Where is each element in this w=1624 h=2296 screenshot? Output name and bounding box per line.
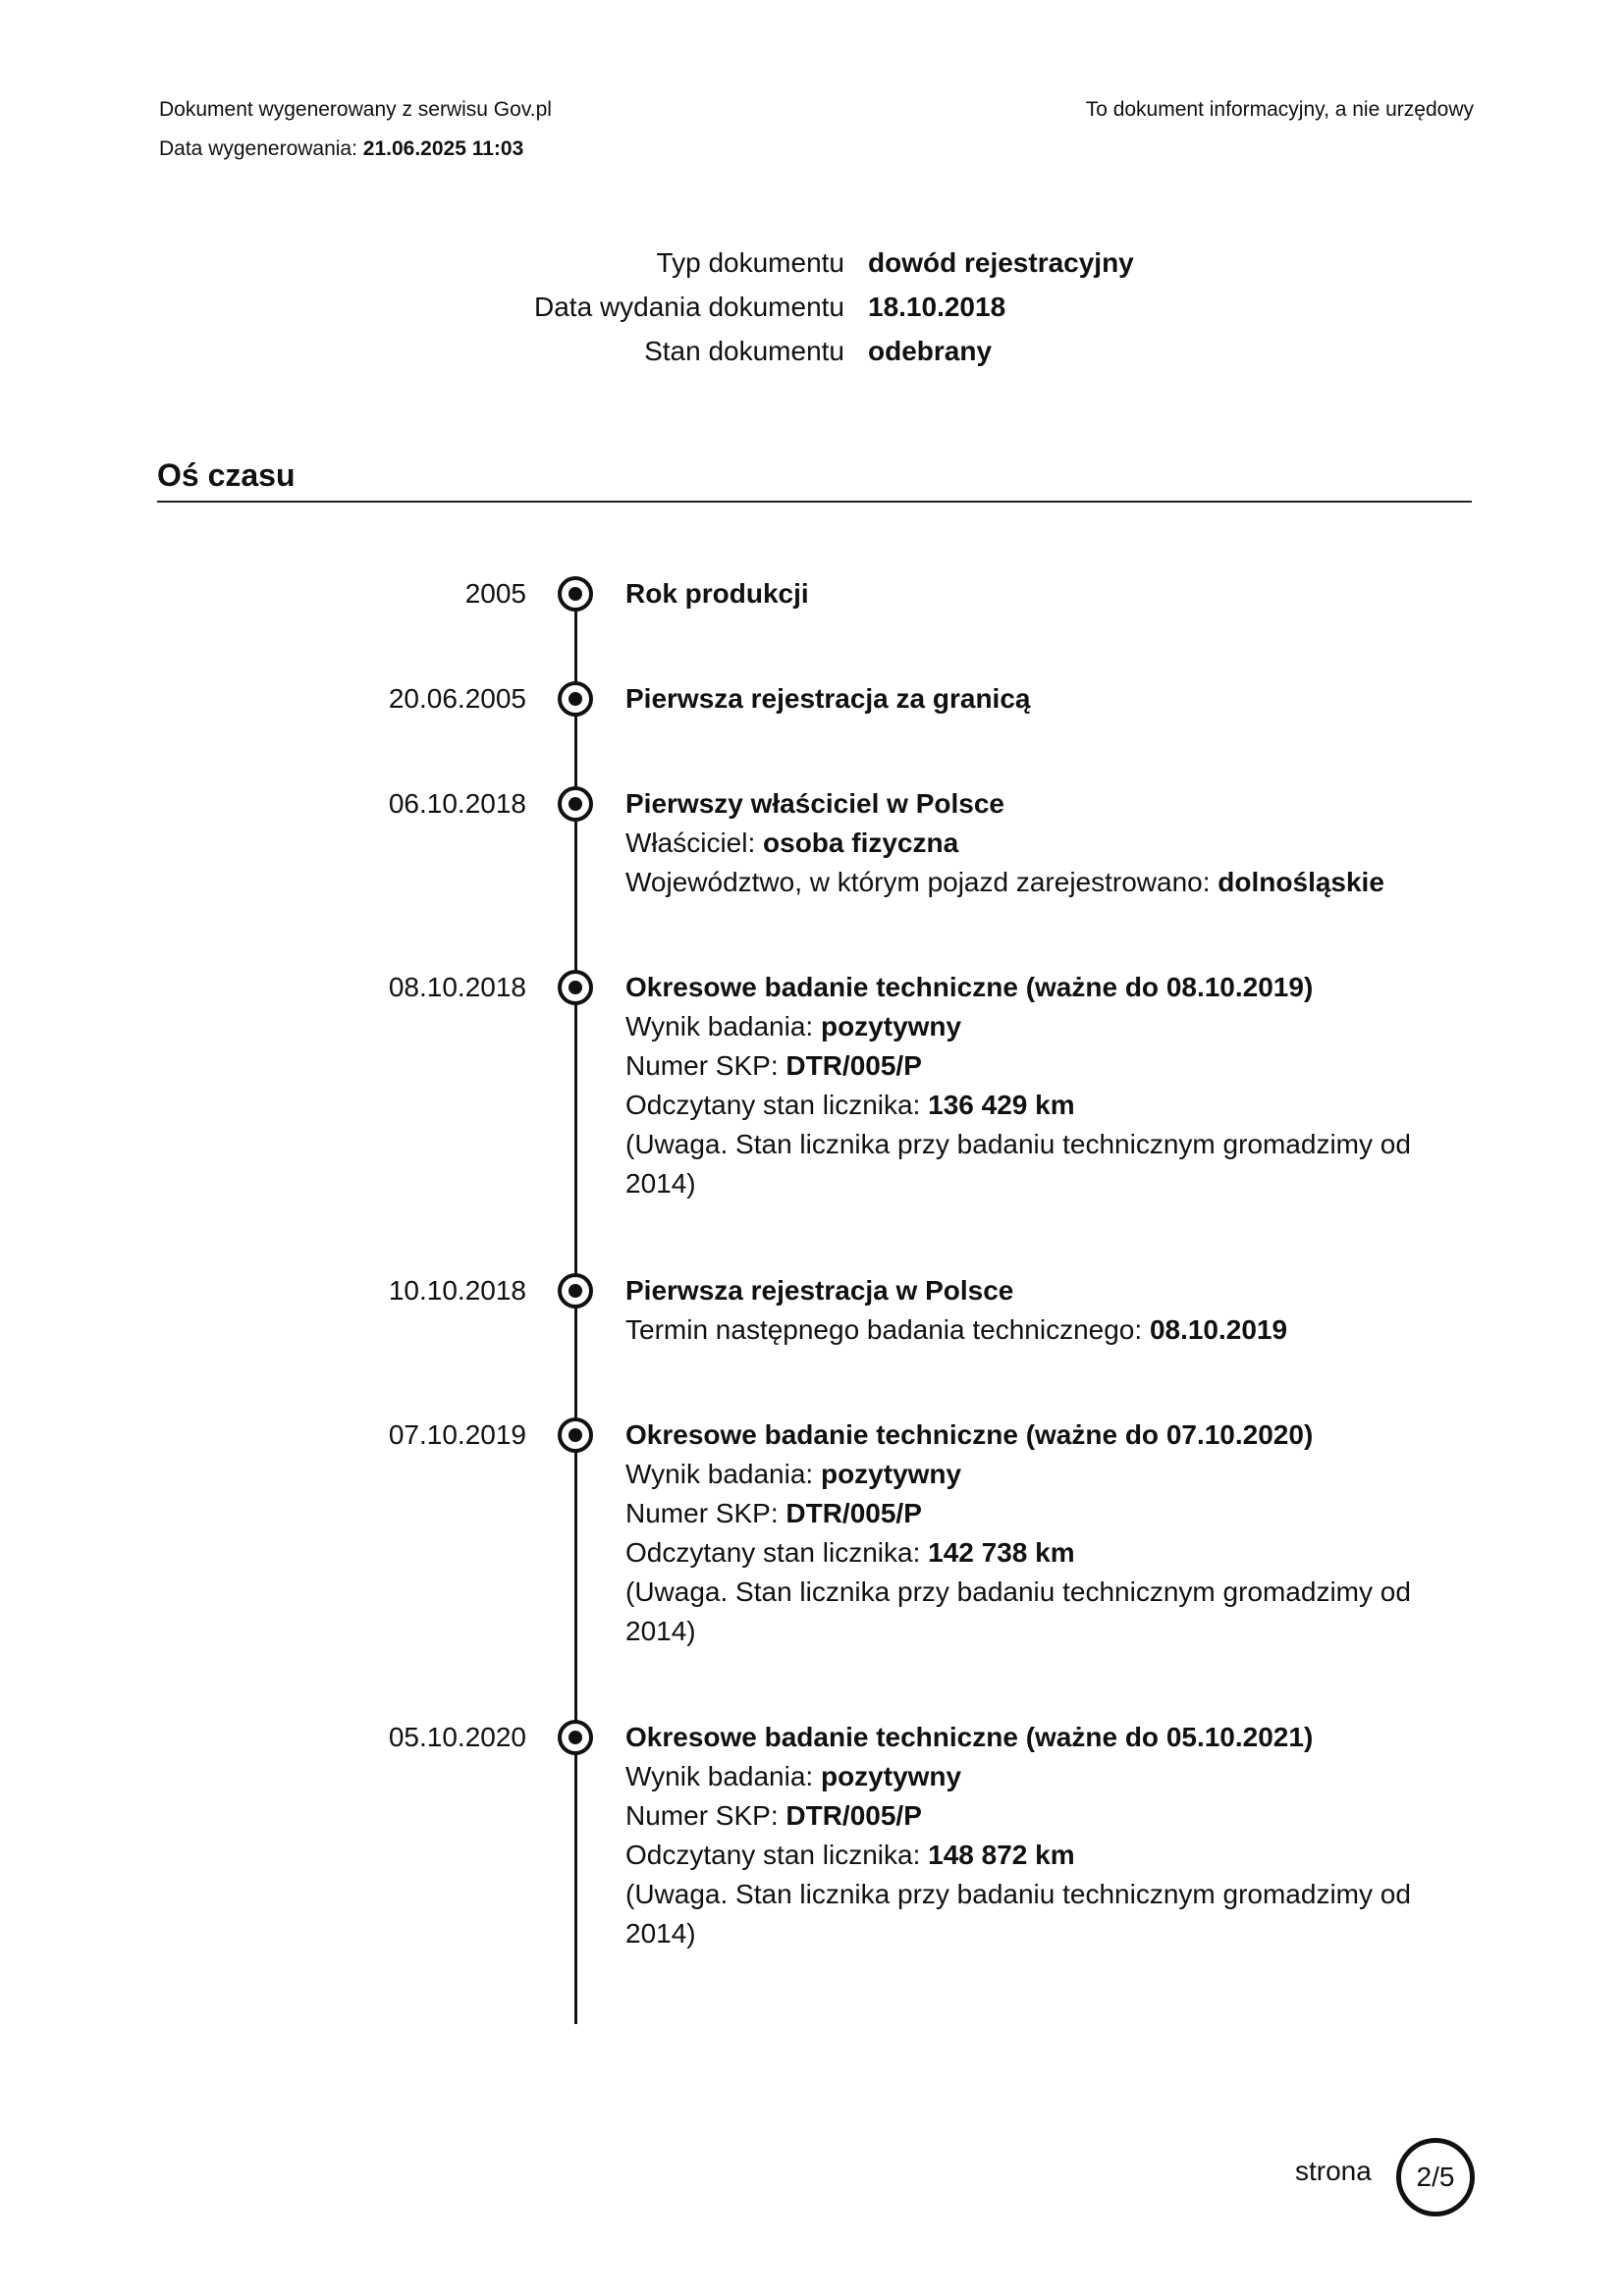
odometer-label: Odczytany stan licznika: <box>625 1537 929 1568</box>
timeline-dot-icon <box>558 1273 593 1308</box>
event-body <box>625 574 1411 614</box>
event-skp-line <box>625 1046 1411 1086</box>
event-odometer-line <box>625 1533 1411 1573</box>
odometer-label: Odczytany stan licznika: <box>625 1840 929 1870</box>
event-title: Rok produkcji <box>625 578 809 609</box>
event-body <box>625 1271 1411 1350</box>
result-label: Wynik badania: <box>625 1459 821 1489</box>
page-label: strona <box>1295 2156 1372 2186</box>
event-title: Pierwsza rejestracja w Polsce <box>625 1275 1014 1306</box>
event-body <box>625 968 1411 1203</box>
timeline-dot-icon <box>558 786 593 822</box>
result-label: Wynik badania: <box>625 1011 821 1041</box>
generated-date-value: 21.06.2025 11:03 <box>362 137 524 160</box>
event-result-line <box>625 1007 1411 1046</box>
region-label: Województwo, w którym pojazd zarejestrowano: <box>625 867 1218 897</box>
event-date: 08.10.2018 <box>388 972 526 1002</box>
skp-label: Numer SKP: <box>625 1498 786 1528</box>
result-value: pozytywny <box>820 1761 962 1791</box>
event-owner-line <box>625 824 1411 863</box>
section-divider <box>157 501 1472 503</box>
event-skp-line <box>625 1796 1411 1836</box>
odometer-value: 142 738 km <box>928 1537 1075 1568</box>
odometer-label: Odczytany stan licznika: <box>625 1090 929 1120</box>
section-title: Oś czasu <box>157 457 296 493</box>
event-result-line <box>625 1757 1411 1796</box>
doc-status-label: Stan dokumentu <box>644 336 844 366</box>
next-inspection-label: Termin następnego badania technicznego: <box>625 1314 1150 1345</box>
event-date: 10.10.2018 <box>388 1275 526 1306</box>
event-body <box>625 679 1411 719</box>
timeline-dot-icon <box>558 681 593 717</box>
document-info <box>0 247 1624 380</box>
event-next-inspection-line <box>625 1310 1411 1350</box>
event-date: 05.10.2020 <box>388 1722 526 1752</box>
event-title: Pierwsza rejestracja za granicą <box>625 683 1031 714</box>
source-text: Dokument wygenerowany z serwisu Gov.pl <box>159 98 552 121</box>
timeline-dot-icon <box>558 1720 593 1755</box>
header-disclaimer: To dokument informacyjny, a nie urzędowy <box>1085 98 1474 121</box>
page-number: 2/5 <box>1416 2162 1455 2192</box>
event-date: 20.06.2005 <box>388 683 526 714</box>
timeline-dot-icon <box>558 1417 593 1453</box>
doc-type-value: dowód rejestracyjny <box>868 247 1134 278</box>
event-date: 07.10.2019 <box>388 1419 526 1450</box>
timeline-dot-icon <box>558 576 593 612</box>
next-inspection-value: 08.10.2019 <box>1149 1314 1288 1345</box>
odometer-value: 148 872 km <box>928 1840 1075 1870</box>
event-note: (Uwaga. Stan licznika przy badaniu technicznym gromadzimy od 2014) <box>625 1879 1411 1949</box>
event-body <box>625 784 1411 902</box>
skp-value: DTR/005/P <box>785 1800 922 1831</box>
page-number-badge <box>1396 2138 1475 2216</box>
event-title: Okresowe badanie techniczne (ważne do 07.10.2020) <box>625 1419 1314 1450</box>
odometer-value: 136 429 km <box>928 1090 1075 1120</box>
doc-issue-date-value: 18.10.2018 <box>868 292 1006 322</box>
doc-row-type <box>0 247 1624 292</box>
doc-issue-date-label: Data wydania dokumentu <box>534 292 844 322</box>
event-result-line <box>625 1455 1411 1494</box>
doc-row-issue-date <box>0 292 1624 336</box>
result-value: pozytywny <box>820 1459 962 1489</box>
event-region-line <box>625 863 1411 902</box>
event-body <box>625 1415 1411 1651</box>
doc-status-value: odebrany <box>868 336 993 366</box>
event-note: (Uwaga. Stan licznika przy badaniu technicznym gromadzimy od 2014) <box>625 1576 1411 1646</box>
event-title: Okresowe badanie techniczne (ważne do 08.10.2019) <box>625 972 1314 1002</box>
result-value: pozytywny <box>820 1011 962 1041</box>
event-odometer-line <box>625 1836 1411 1875</box>
skp-value: DTR/005/P <box>785 1498 922 1528</box>
skp-label: Numer SKP: <box>625 1800 786 1831</box>
owner-value: osoba fizyczna <box>763 828 959 858</box>
generated-date <box>159 130 552 169</box>
skp-value: DTR/005/P <box>785 1050 922 1081</box>
event-odometer-line <box>625 1086 1411 1125</box>
doc-type-label: Typ dokumentu <box>656 247 844 278</box>
generated-date-label: Data wygenerowania: <box>159 137 363 160</box>
doc-row-status <box>0 336 1624 380</box>
event-date: 06.10.2018 <box>388 788 526 819</box>
region-value: dolnośląskie <box>1218 867 1384 897</box>
event-body <box>625 1718 1411 1953</box>
event-date: 2005 <box>464 578 526 609</box>
header-left <box>159 90 552 169</box>
timeline-dot-icon <box>558 970 593 1005</box>
result-label: Wynik badania: <box>625 1761 821 1791</box>
event-note: (Uwaga. Stan licznika przy badaniu technicznym gromadzimy od 2014) <box>625 1129 1411 1199</box>
skp-label: Numer SKP: <box>625 1050 786 1081</box>
owner-label: Właściciel: <box>625 828 764 858</box>
event-title: Okresowe badanie techniczne (ważne do 05.10.2021) <box>625 1722 1314 1752</box>
event-title: Pierwszy właściciel w Polsce <box>625 788 1004 819</box>
event-skp-line <box>625 1494 1411 1533</box>
